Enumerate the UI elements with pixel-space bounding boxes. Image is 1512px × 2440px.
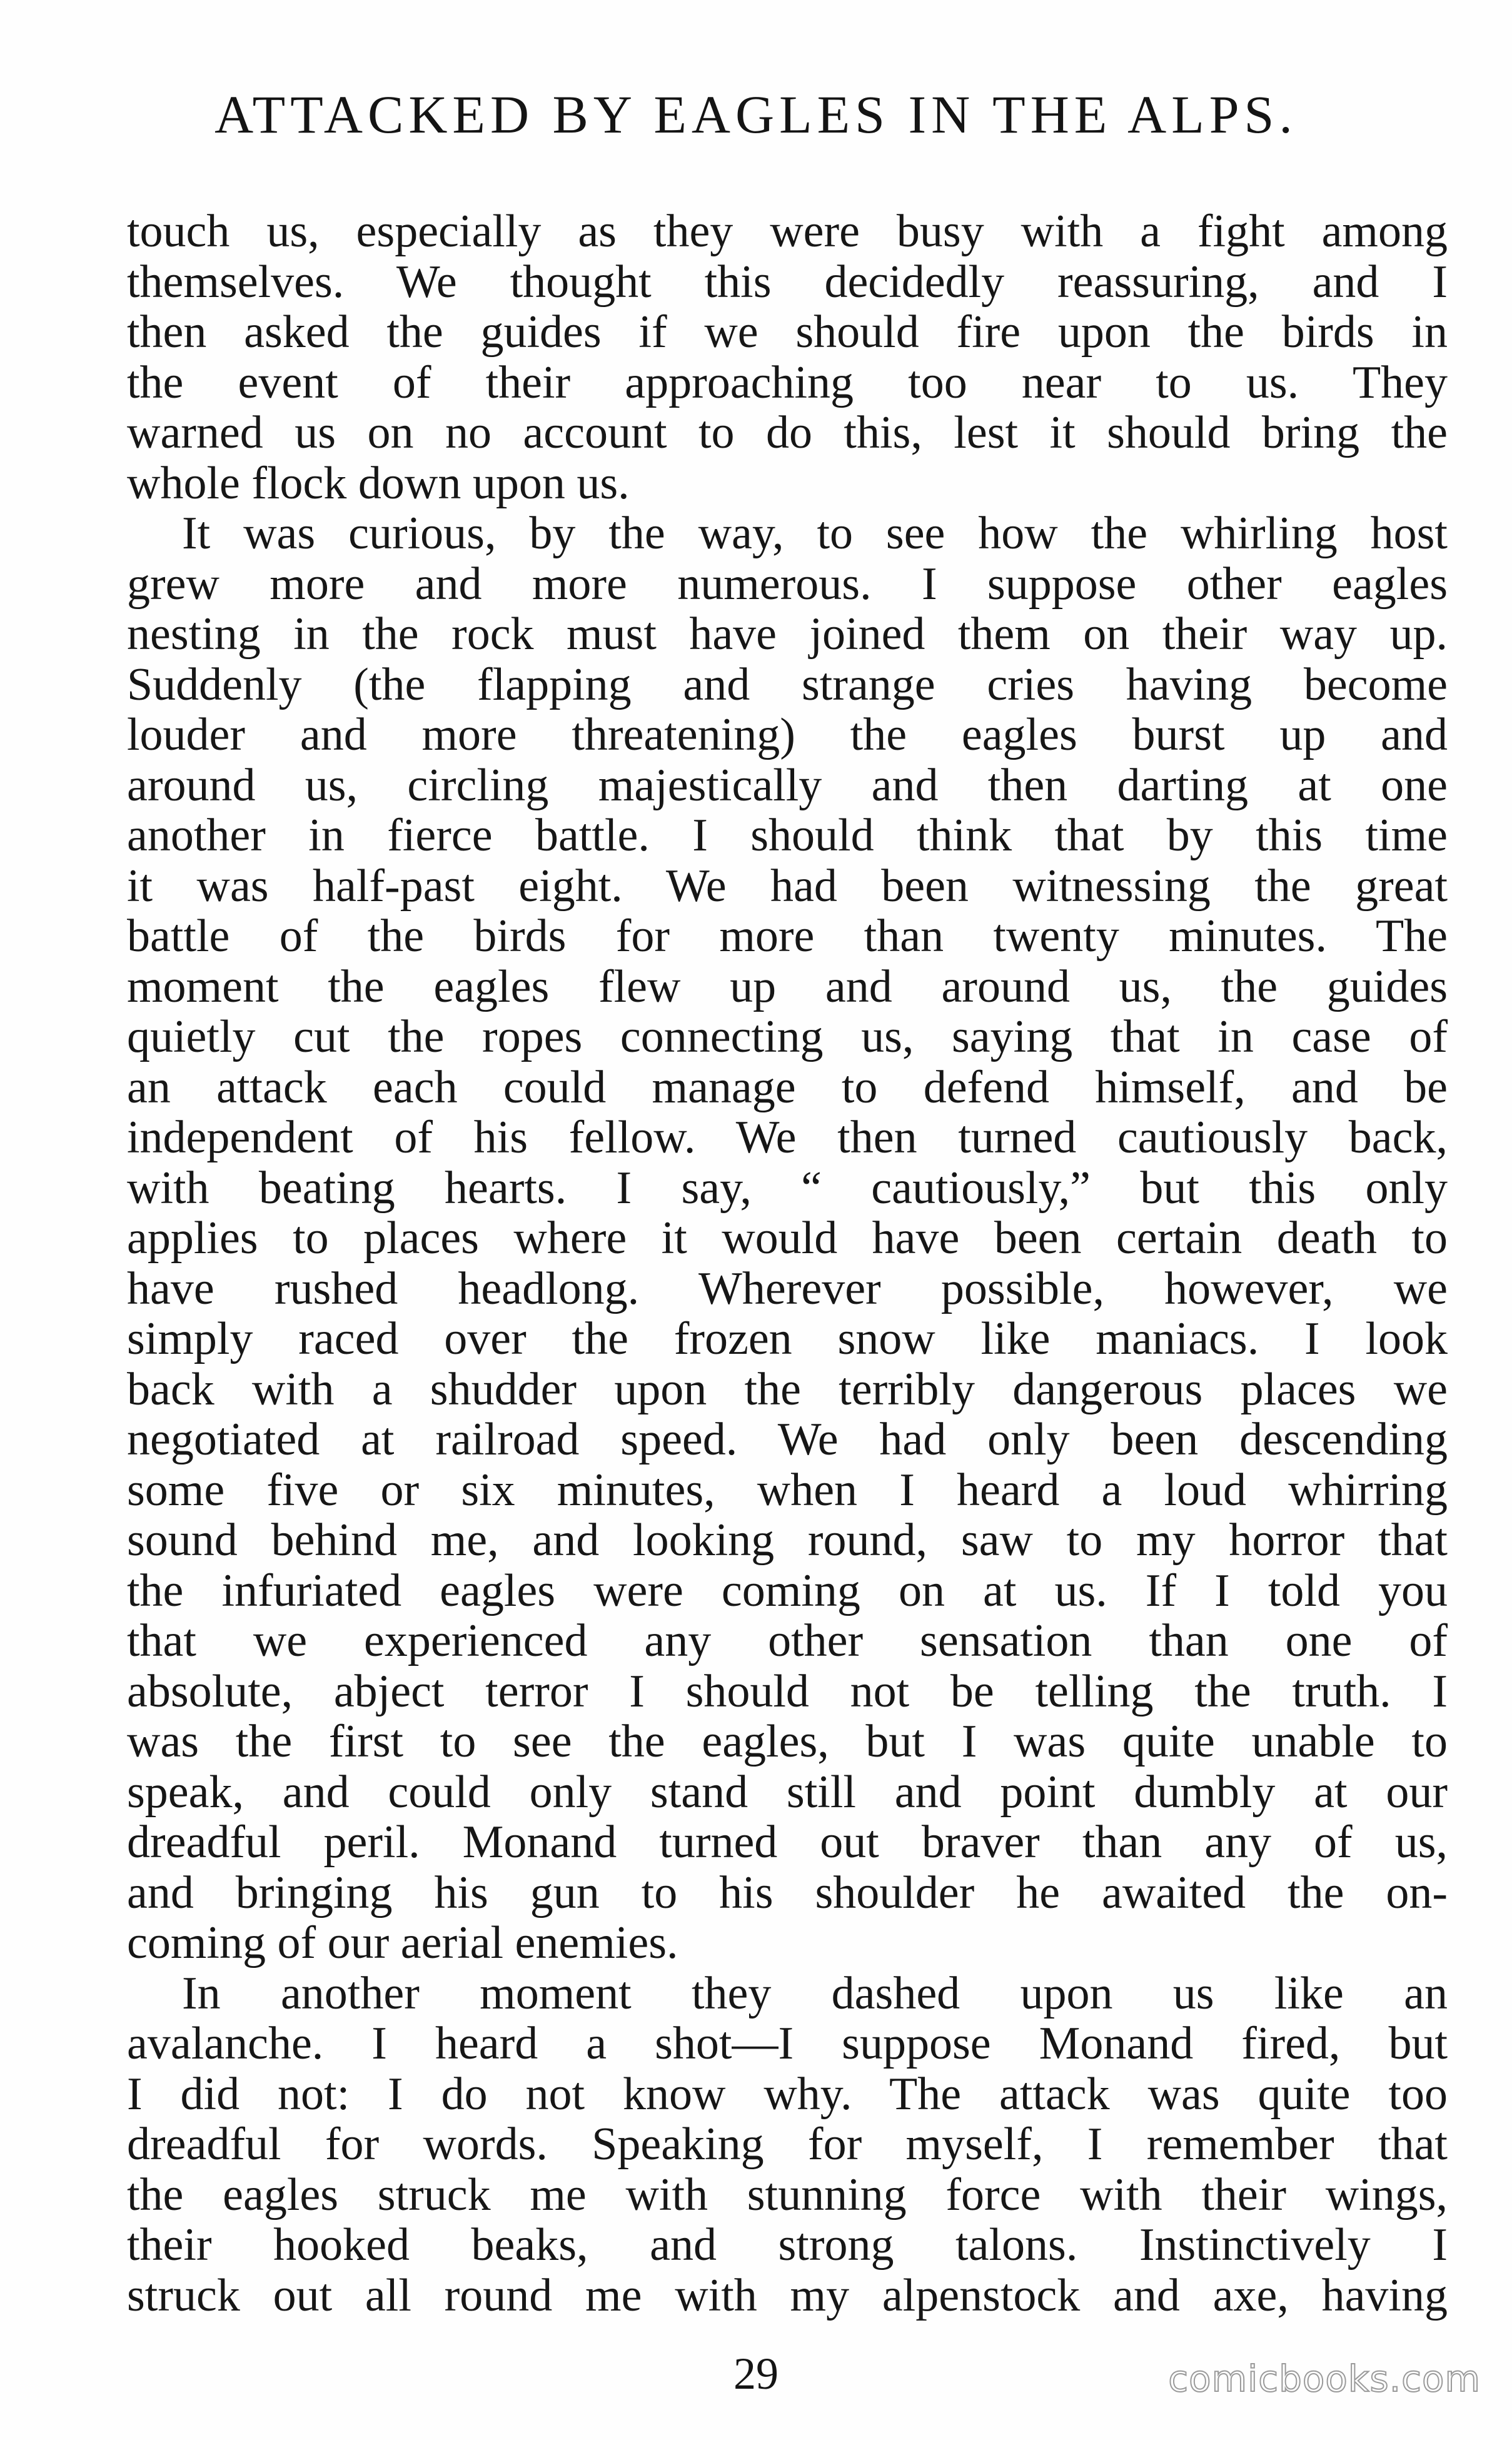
text-line: avalanche. I heard a shot—I suppose Monand fired, but (127, 2019, 1448, 2069)
text-line: Suddenly (the flapping and strange cries having become (127, 659, 1448, 710)
text-line: speak, and could only stand still and point dumbly at our (127, 1767, 1448, 1817)
text-line: moment the eagles flew up and around us, the guides (127, 961, 1448, 1012)
text-line: dreadful peril. Monand turned out braver than any of us, (127, 1817, 1448, 1868)
page-number: 29 (733, 2349, 779, 2399)
text-line: applies to places where it would have been certain death to (127, 1213, 1448, 1264)
text-line: some five or six minutes, when I heard a loud whirring (127, 1465, 1448, 1515)
body-text (127, 206, 1448, 2321)
text-line: that we experienced any other sensation than one of (127, 1616, 1448, 1666)
text-line: In another moment they dashed upon us like an (182, 1968, 1448, 2019)
text-line: then asked the guides if we should fire upon the birds in (127, 307, 1448, 358)
text-line: touch us, especially as they were busy with a fight among (127, 206, 1448, 257)
text-line: was the first to see the eagles, but I was quite unable to (127, 1717, 1448, 1767)
text-line: I did not: I do not know why. The attack was quite too (127, 2069, 1448, 2119)
text-line: themselves. We thought this decidedly reassuring, and I (127, 256, 1448, 307)
text-line: battle of the birds for more than twenty minutes. The (127, 911, 1448, 962)
text-line: back with a shudder upon the terribly dangerous places we (127, 1364, 1448, 1414)
text-line: quietly cut the ropes connecting us, saying that in case of (127, 1012, 1448, 1062)
text-line: louder and more threatening) the eagles burst up and (127, 710, 1448, 760)
text-line: the event of their approaching too near to us. They (127, 357, 1448, 408)
text-line: independent of his fellow. We then turned cautiously back, (127, 1112, 1448, 1163)
text-line: have rushed headlong. Wherever possible, however, we (127, 1263, 1448, 1314)
text-line: warned us on no account to do this, lest it should bring the (127, 408, 1448, 458)
text-line: sound behind me, and looking round, saw to my horror that (127, 1515, 1448, 1566)
text-line: an attack each could manage to defend himself, and be (127, 1062, 1448, 1112)
running-head: ATTACKED BY EAGLES IN THE ALPS. (214, 84, 1298, 144)
text-line: simply raced over the frozen snow like maniacs. I look (127, 1314, 1448, 1364)
text-line: around us, circling majestically and then darting at one (127, 760, 1448, 810)
text-line: it was half-past eight. We had been witnessing the great (127, 860, 1448, 911)
text-line: another in fierce battle. I should think that by this time (127, 810, 1448, 861)
text-line: whole flock down upon us. (127, 458, 630, 508)
text-line: dreadful for words. Speaking for myself, I remember that (127, 2119, 1448, 2170)
text-line: It was curious, by the way, to see how the whirling host (182, 508, 1448, 559)
text-line: grew more and more numerous. I suppose other eagles (127, 558, 1448, 609)
text-line: struck out all round me with my alpenstock and axe, having (127, 2270, 1448, 2321)
text-line: coming of our aerial enemies. (127, 1918, 678, 1969)
text-line: their hooked beaks, and strong talons. Instinctively I (127, 2220, 1448, 2271)
text-line: absolute, abject terror I should not be telling the truth. I (127, 1666, 1448, 1717)
text-line: negotiated at railroad speed. We had only been descending (127, 1414, 1448, 1465)
text-line: nesting in the rock must have joined them on their way up. (127, 609, 1448, 660)
text-line: the infuriated eagles were coming on at us. If I told you (127, 1565, 1448, 1616)
text-line: with beating hearts. I say, “ cautiously,” but this only (127, 1162, 1448, 1213)
watermark-logo: comicbooks.com (1168, 2357, 1481, 2400)
text-line: and bringing his gun to his shoulder he awaited the on- (127, 1867, 1448, 1918)
text-line: the eagles struck me with stunning force with their wings, (127, 2169, 1448, 2220)
